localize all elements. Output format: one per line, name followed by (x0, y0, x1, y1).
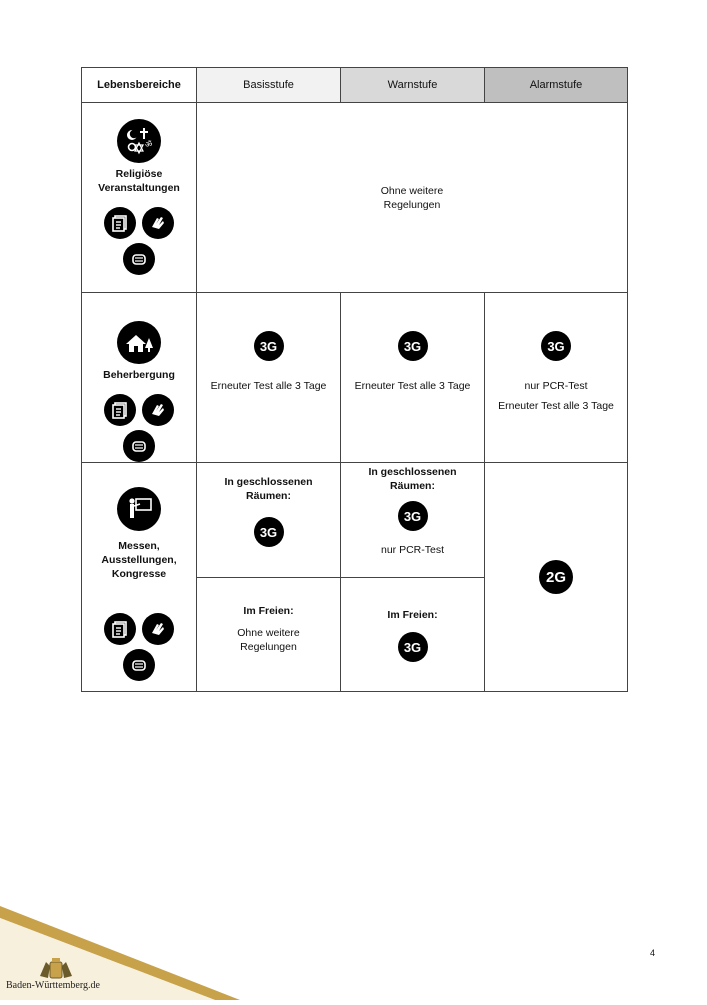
svg-text:ॐ: ॐ (145, 140, 153, 149)
footer-logo-text[interactable]: Baden-Württemberg.de (6, 980, 100, 991)
3g-badge: 3G (541, 331, 571, 361)
hand-wash-icon (142, 613, 174, 645)
header-basisstufe (196, 67, 341, 103)
document-icon (104, 613, 136, 645)
pcr-only-text: nur PCR-Test (380, 544, 444, 556)
row-religion-text: Ohne weitere Regelungen (380, 184, 444, 211)
rules-table (81, 67, 628, 692)
outdoor-label: Im Freien: (387, 609, 438, 621)
presentation-icon (117, 487, 161, 531)
document-icon (104, 207, 136, 239)
header-warnstufe (340, 67, 485, 103)
row-religion-label: Religiöse Veranstaltungen (98, 168, 180, 194)
header-label: Basisstufe (243, 79, 294, 91)
religion-symbols-icon (117, 119, 161, 163)
header-label: Lebensbereiche (97, 79, 181, 91)
hand-wash-icon (142, 207, 174, 239)
3g-badge: 3G (398, 331, 428, 361)
header-label: Warnstufe (387, 79, 438, 91)
row-beherbergung-label: Beherbergung (103, 369, 175, 382)
house-icon (117, 321, 161, 364)
indoor-label: In geschlossenen Räumen: (224, 476, 313, 502)
3g-badge: 3G (254, 517, 284, 547)
row-religion-label-cell (81, 102, 197, 293)
header-alarmstufe (484, 67, 628, 103)
mask-icon (123, 243, 155, 275)
row-messen-basis-indoor-cell (196, 462, 341, 578)
hand-wash-icon (142, 394, 174, 426)
coat-of-arms-icon (36, 956, 76, 982)
row-beherbergung-alarm-cell (484, 292, 628, 463)
header-lebensbereiche (81, 67, 197, 103)
retest-text: Erneuter Test alle 3 Tage (498, 400, 614, 412)
row-messen-label-cell (81, 462, 197, 692)
row-messen-warn-indoor-cell (340, 462, 485, 578)
retest-text: Erneuter Test alle 3 Tage (354, 380, 471, 392)
row-messen-alarm-cell (484, 462, 628, 692)
pcr-only-text: nur PCR-Test (524, 380, 588, 392)
row-messen-label: Messen, Ausstellungen, Kongresse (101, 540, 177, 580)
3g-badge: 3G (254, 331, 284, 361)
row-beherbergung-warn-cell (340, 292, 485, 463)
document-icon (104, 394, 136, 426)
mask-icon (123, 430, 155, 462)
3g-badge: 3G (398, 501, 428, 531)
indoor-label: In geschlossenen Räumen: (368, 466, 457, 492)
row-messen-basis-outdoor-cell (196, 577, 341, 692)
row-messen-warn-outdoor-cell (340, 577, 485, 692)
row-beherbergung-basis-cell (196, 292, 341, 463)
row-beherbergung-label-cell (81, 292, 197, 463)
no-further-rules-text: Ohne weitere Regelungen (237, 627, 300, 653)
page-number: 4 (650, 948, 656, 958)
mask-icon (123, 649, 155, 681)
2g-badge: 2G (539, 560, 573, 594)
retest-text: Erneuter Test alle 3 Tage (210, 380, 327, 392)
row-religion-value-cell (196, 102, 628, 293)
3g-badge: 3G (398, 632, 428, 662)
header-label: Alarmstufe (529, 79, 583, 91)
outdoor-label: Im Freien: (243, 605, 294, 617)
